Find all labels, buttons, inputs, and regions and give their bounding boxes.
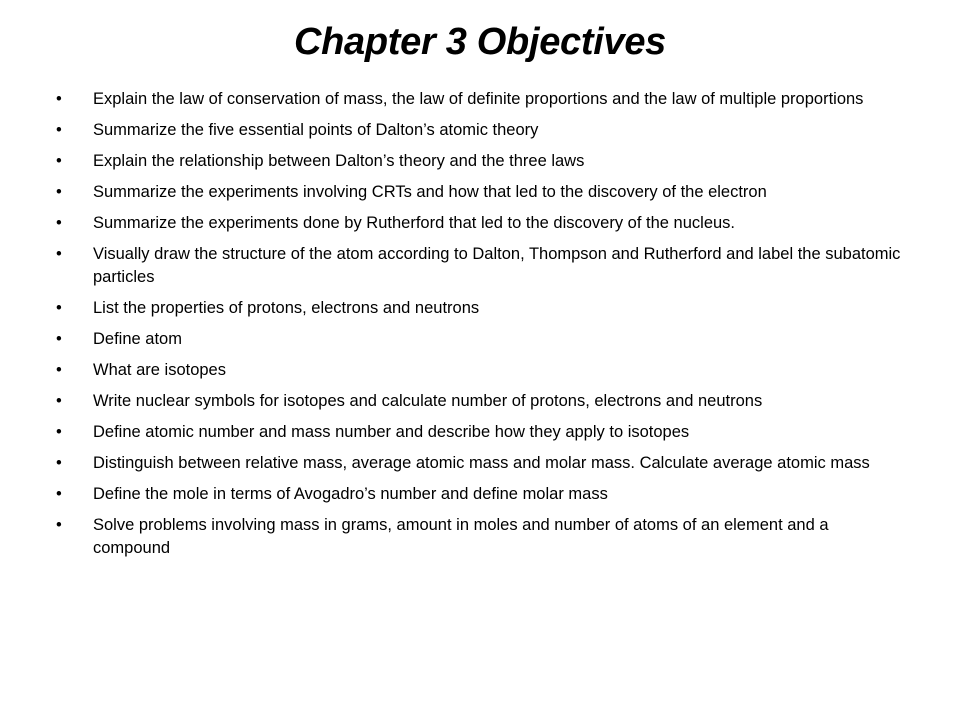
bullet-icon: •	[56, 392, 62, 410]
objective-item	[56, 421, 906, 444]
bullet-icon: •	[56, 214, 62, 232]
bullet-icon: •	[56, 183, 62, 201]
bullet-icon: •	[56, 121, 62, 139]
objective-text: Solve problems involving mass in grams, amount in moles and number of atoms of an element and a compound	[93, 516, 829, 557]
objective-item	[56, 297, 906, 320]
objective-text: Write nuclear symbols for isotopes and calculate number of protons, electrons and neutrons	[93, 392, 763, 410]
objective-text: Define atom	[93, 330, 182, 348]
bullet-icon: •	[56, 90, 62, 108]
objective-text: Summarize the experiments done by Rutherford that led to the discovery of the nucleus.	[93, 214, 736, 232]
objective-item	[56, 243, 906, 289]
objective-text: Explain the law of conservation of mass, the law of definite proportions and the law of multiple proportions	[93, 90, 864, 108]
bullet-icon: •	[56, 454, 62, 472]
objective-item	[56, 328, 906, 351]
bullet-icon: •	[56, 516, 62, 534]
objective-item	[56, 150, 906, 173]
bullet-icon: •	[56, 485, 62, 503]
bullet-icon: •	[56, 299, 62, 317]
objectives-list	[56, 88, 906, 568]
objective-text: Define the mole in terms of Avogadro’s number and define molar mass	[93, 485, 608, 503]
objective-item	[56, 483, 906, 506]
objective-text: List the properties of protons, electrons and neutrons	[93, 299, 480, 317]
objective-text: Visually draw the structure of the atom according to Dalton, Thompson and Rutherford and label the subatomic particles	[93, 245, 901, 286]
bullet-icon: •	[56, 152, 62, 170]
objective-item	[56, 514, 906, 560]
objective-item	[56, 390, 906, 413]
bullet-icon: •	[56, 330, 62, 348]
objective-item	[56, 119, 906, 142]
objective-text: Explain the relationship between Dalton’s theory and the three laws	[93, 152, 585, 170]
objective-item	[56, 359, 906, 382]
bullet-icon: •	[56, 245, 62, 263]
objective-item	[56, 212, 906, 235]
objective-item	[56, 181, 906, 204]
bullet-icon: •	[56, 423, 62, 441]
objective-text: What are isotopes	[93, 361, 226, 379]
objective-text: Summarize the experiments involving CRTs and how that led to the discovery of the electron	[93, 183, 767, 201]
slide-title: Chapter 3 Objectives	[293, 21, 667, 63]
objective-item	[56, 88, 906, 111]
objective-text: Summarize the five essential points of Dalton’s atomic theory	[93, 121, 539, 139]
objective-text: Define atomic number and mass number and describe how they apply to isotopes	[93, 423, 690, 441]
objective-item	[56, 452, 906, 475]
bullet-icon: •	[56, 361, 62, 379]
objective-text: Distinguish between relative mass, average atomic mass and molar mass. Calculate average atomic mass	[93, 454, 870, 472]
